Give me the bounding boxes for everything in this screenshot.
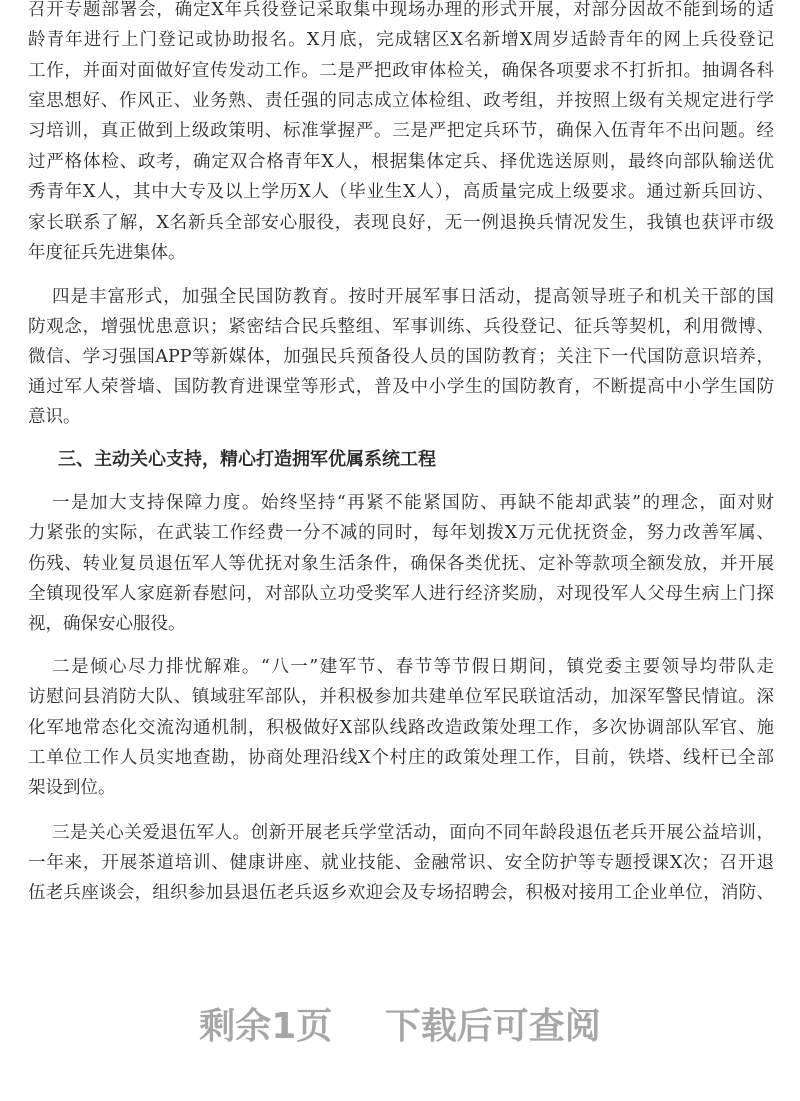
text-line: 室思想好、作风正、业务熟、责任强的同志成立体检组、政考组，并按照上级有关规定进行学 <box>28 91 774 111</box>
text-line: 秀青年X人，其中大专及以上学历X人（毕业生X人），高质量完成上级要求。通过新兵回访、 <box>28 182 774 202</box>
text-line: 习培训，真正做到上级政策明、标准掌握严。三是严把定兵环节，确保入伍青年不出问题。经 <box>28 121 774 141</box>
text-line: 二是倾心尽力排忧解难。“八一”建军节、春节等节假日期间，镇党委主要领导均带队走 <box>52 657 774 677</box>
text-line: 架设到位。 <box>28 778 116 798</box>
text-line: 力紧张的实际，在武装工作经费一分不减的同时，每年划拨X万元优抚资金，努力改善军属、 <box>28 523 774 543</box>
text-line: 访慰问县消防大队、镇域驻军部队，并积极参加共建单位军民联谊活动，加深军警民情谊。深 <box>28 687 774 707</box>
text-line: 化军地常态化交流沟通机制，积极做好X部队线路改造政策处理工作，多次协调部队军官、施 <box>28 718 774 738</box>
text-line: 家长联系了解，X名新兵全部安心服役，表现良好，无一例退换兵情况发生，我镇也获评市级 <box>28 213 774 233</box>
text-line: 防观念，增强忧患意识；紧密结合民兵整组、军事训练、兵役登记、征兵等契机，利用微博、 <box>28 317 774 337</box>
text-line: 伍老兵座谈会，组织参加县退伍老兵返乡欢迎会及专场招聘会，积极对接用工企业单位，消防、 <box>28 883 774 903</box>
text-line: 一是加大支持保障力度。始终坚持“再紧不能紧国防、再缺不能却武装”的理念，面对财 <box>52 493 774 513</box>
download-prompt[interactable] <box>0 998 800 1049</box>
text-line: 四是丰富形式，加强全民国防教育。按时开展军事日活动，提高领导班子和机关干部的国 <box>52 287 774 307</box>
remaining-pages-label[interactable]: 剩余1页 <box>199 1006 333 1047</box>
text-line: 视，确保安心服役。 <box>28 614 186 634</box>
text-line: 年度征兵先进集体。 <box>28 243 186 263</box>
text-line: 全镇现役军人家庭新春慰问，对部队立功受奖军人进行经济奖励，对现役军人父母生病上门探 <box>28 584 774 604</box>
text-line: 三是关心关爱退伍军人。创新开展老兵学堂活动，面向不同年龄段退伍老兵开展公益培训， <box>52 823 774 843</box>
text-line: 通过军人荣誉墙、国防教育进课堂等形式，普及中小学生的国防教育，不断提高中小学生国防 <box>28 377 774 397</box>
text-line: 召开专题部署会，确定X年兵役登记采取集中现场办理的形式开展，对部分因故不能到场的适 <box>28 0 774 20</box>
text-line: 龄青年进行上门登记或协助报名。X月底，完成辖区X名新增X周岁适龄青年的网上兵役登记 <box>28 30 774 50</box>
section-heading: 三、主动关心支持，精心打造拥军优属系统工程 <box>58 449 436 470</box>
text-line: 微信、学习强国APP等新媒体，加强民兵预备役人员的国防教育；关注下一代国防意识培养， <box>28 347 774 367</box>
text-line: 过严格体检、政考，确定双合格青年X人，根据集体定兵、择优选送原则，最终向部队输送优 <box>28 152 774 172</box>
text-line: 工作，并面对面做好宣传发动工作。二是严把政审体检关，确保各项要求不打折扣。抽调各科 <box>28 61 774 81</box>
text-line: 工单位工作人员实地查勘，协商处理沿线X个村庄的政策处理工作，目前，铁塔、线杆已全部 <box>28 748 774 768</box>
text-line: 一年来，开展茶道培训、健康讲座、就业技能、金融常识、安全防护等专题授课X次；召开退 <box>28 853 774 873</box>
text-line: 伤残、转业复员退伍军人等优抚对象生活条件，确保各类优抚、定补等款项全额发放，并开展 <box>28 554 774 574</box>
download-to-view-label[interactable]: 下载后可查阅 <box>384 1006 601 1047</box>
text-line: 意识。 <box>28 407 81 427</box>
